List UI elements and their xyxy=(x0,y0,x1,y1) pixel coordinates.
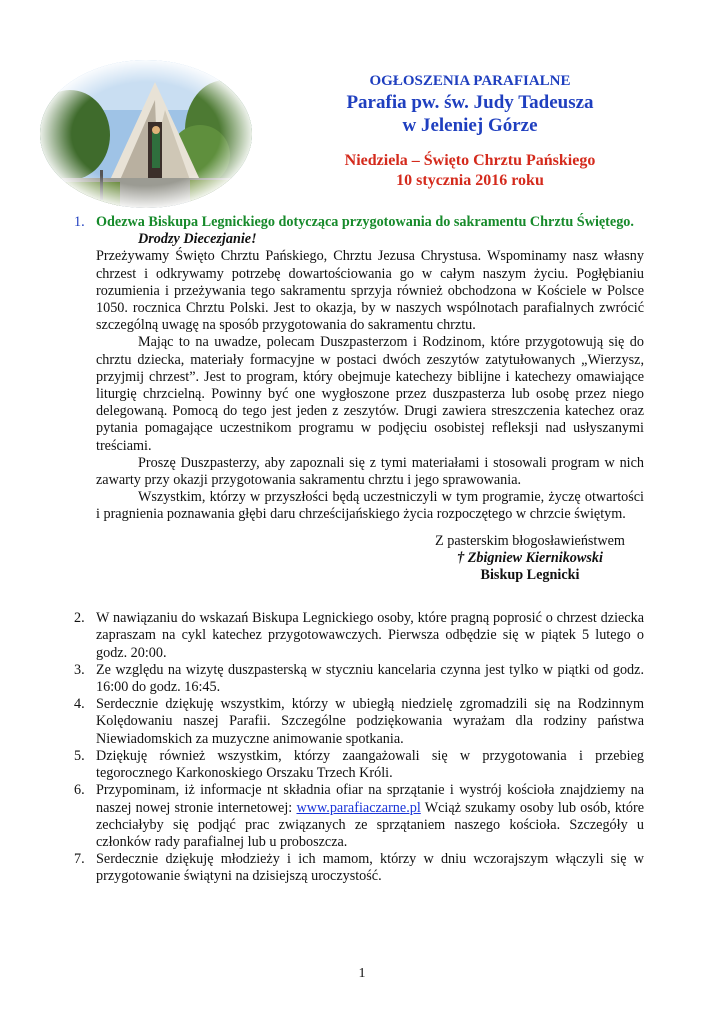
item-text: Serdecznie dziękuję wszystkim, którzy w ubiegłą niedzielę zgromadzili się na Rodzinnym Kolędowaniu naszej Parafii. Szczególne podziękowania wyrażam dla rodziny państwa Niewiadomskich za muzyczne animowanie spotkania. xyxy=(96,696,644,747)
item-text: W nawiązaniu do wskazań Biskupa Legnickiego osoby, które pragną poprosić o chrzest dziecka zapraszam na cykl katechez przygotowawczych. Pierwsza odbędzie się w piątek 5 lutego o godz. 20:00. xyxy=(96,610,644,661)
item-number: 5. xyxy=(74,747,85,764)
letter-paragraph: Mając to na uwadze, polecam Duszpasterzom i Rodzinom, które przygotowują się do chrztu dziecka, materiały formacyjne w postaci dwóch zeszytów zatytułowanych „Wierzysz, przyjmij chrzest”. Jest to program, który obejmuje katechezy biblijne i katechezy omawiające liturgię chrzcielną. Powinny być one wygłoszone przez duszpasterza lub osobę przez niego delegowaną. Pomocą do tego jest jeden z zeszytów. Drugi zawiera streszczenia katechez oraz pytania pomagające uczestnikom programu w podjęciu osobistej refleksji nad usłyszanymi treściami. xyxy=(96,334,644,454)
list-item xyxy=(74,748,644,782)
page-number: 1 xyxy=(358,966,366,981)
parish-website-link[interactable]: www.parafiaczarne.pl xyxy=(296,799,421,816)
sunday-title: Niedziela – Święto Chrztu Pańskiego xyxy=(344,152,596,169)
item-number: 3. xyxy=(74,661,85,678)
signature-block xyxy=(416,533,644,585)
signature-title: Biskup Legnicki xyxy=(480,567,580,584)
item-text-after: Wciąż szukamy osoby lub osób, które zechciałyby się podjąć prac związanych ze sprzątaniem naszego kościoła. Szczegóły u członków rady parafialnej lub u proboszcza. xyxy=(96,799,644,850)
item-text: Serdecznie dziękuję młodzieży i ich mamom, którzy w dniu wczorajszym włączyli się w przygotowanie świątyni na dzisiejszą uroczystość. xyxy=(96,851,644,885)
list-item xyxy=(74,851,644,885)
announcements xyxy=(74,214,644,886)
announcement-list xyxy=(74,610,644,885)
church-illustration xyxy=(40,60,252,208)
letter-paragraph: Proszę Duszpasterzy, aby zapoznali się z tymi materiałami i stosowali program w nich zawarty przy okazji przygotowania sakramentu chrztu i jego sprawowania. xyxy=(96,454,644,489)
letter-paragraph: Przeżywamy Święto Chrztu Pańskiego, Chrztu Jezusa Chrystusa. Wspominamy nasz własny chrzest i odkrywamy potrzebę dowartościowania go w całym naszym życiu. Pogłębianiu rozumienia i przeżywania tego sakramentu sprzyja również obchodzona w Kościele w Polsce 1050. rocznica Chrztu Polski. Jest to okazja, by w naszych wspólnotach parafialnych zwrócić szczególną uwagę na sposób przygotowania do sakramentu chrztu. xyxy=(96,248,644,334)
notices-title: OGŁOSZENIA PARAFIALNE xyxy=(369,73,571,89)
item-number: 6. xyxy=(74,782,85,799)
parish-location: w Jeleniej Górze xyxy=(402,115,538,136)
header xyxy=(250,72,690,191)
item-number: 7. xyxy=(74,851,85,868)
parish-name: Parafia pw. św. Judy Tadeusza xyxy=(346,92,594,113)
item-text: Dziękuję również wszystkim, którzy zaangażowali się w przygotowania i przebieg tegorocznego Karkonoskiego Orszaku Trzech Króli. xyxy=(96,747,644,782)
list-item xyxy=(74,610,644,662)
item-number: 1. xyxy=(74,214,85,230)
item-text-before: Przypominam, iż informacje nt składnia ofiar na sprzątanie i wystrój kościoła znajdziemy na naszej nowej stronie internetowej: xyxy=(96,782,644,816)
list-item xyxy=(74,214,644,584)
letter-paragraph: Wszystkim, którzy w przyszłości będą uczestniczyli w tym programie, życzę otwartości i pragnienia poznawania głębi daru chrześcijańskiego życia rozpoczętego w chrzcie świętym. xyxy=(96,489,644,523)
letter-greeting: Drodzy Diecezjanie! xyxy=(138,231,257,248)
list-item xyxy=(74,662,644,696)
signature-closing: Z pasterskim błogosławieństwem xyxy=(435,532,625,549)
list-item xyxy=(74,696,644,748)
item-number: 2. xyxy=(74,610,85,627)
item-heading: Odezwa Biskupa Legnickiego dotycząca przygotowania do sakramentu Chrztu Świętego. xyxy=(96,214,634,230)
list-item xyxy=(74,782,644,851)
church-photo xyxy=(40,60,252,208)
item-text: Ze względu na wizytę duszpasterską w styczniu kancelaria czynna jest tylko w piątki od godz. 16:00 do godz. 16:45. xyxy=(96,661,644,696)
item-number: 4. xyxy=(74,696,85,713)
item-text xyxy=(96,782,644,851)
notice-date: 10 stycznia 2016 roku xyxy=(396,172,544,189)
signature-name: † Zbigniew Kiernikowski xyxy=(457,549,603,566)
